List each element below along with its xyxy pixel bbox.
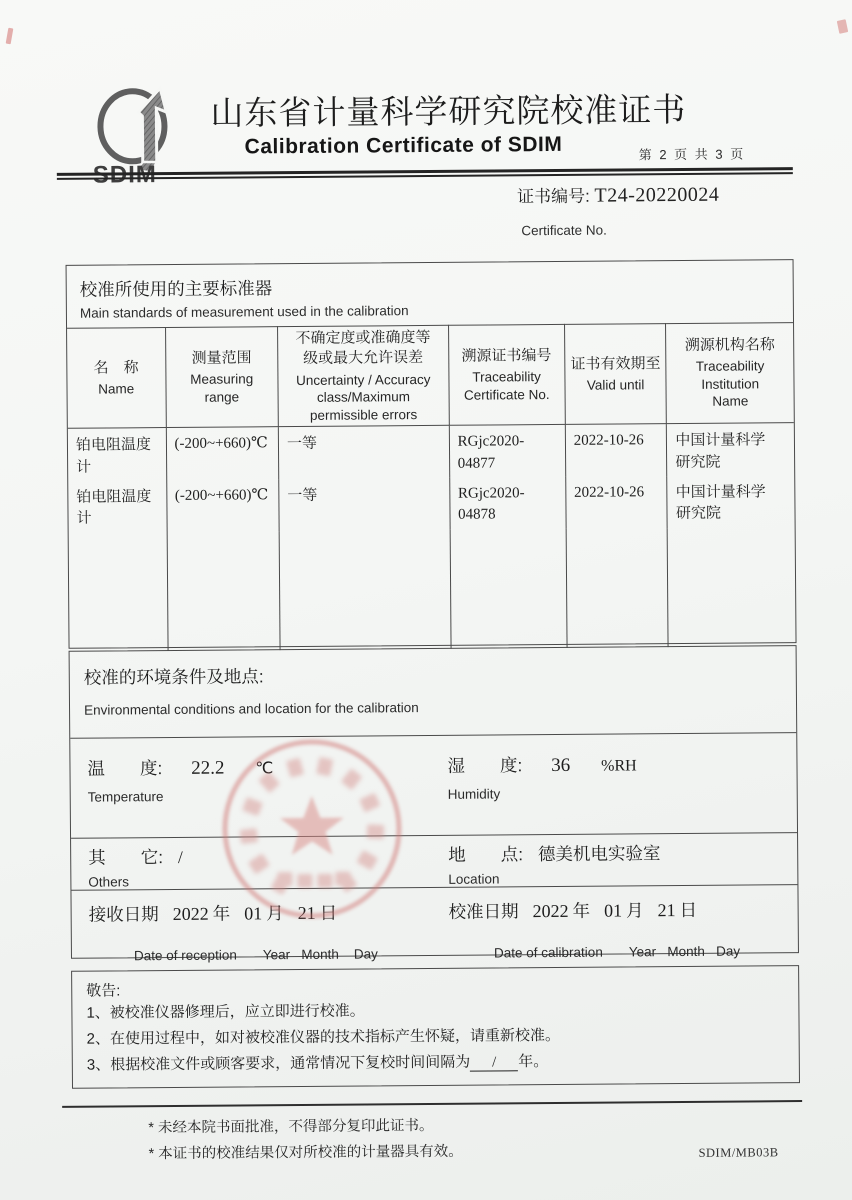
calibration-date-label-cn: 校准日期 bbox=[448, 901, 519, 922]
location-field bbox=[434, 839, 797, 887]
standards-title-en: Main standards of measurement used in the calibration bbox=[79, 303, 409, 321]
cell-class: 一等 bbox=[279, 477, 450, 530]
certificate-title-cn: 山东省计量科学研究院校准证书 bbox=[210, 90, 687, 132]
cell-name: 铂电阻温度 计 bbox=[68, 428, 166, 481]
location-value: 德美机电实验室 bbox=[537, 843, 661, 865]
form-number: SDIM/MB03B bbox=[698, 1145, 779, 1160]
temperature-label-en: Temperature bbox=[87, 789, 164, 805]
cell-range: (-200~+660)℃ bbox=[166, 479, 279, 532]
reception-day: 21 bbox=[297, 902, 316, 924]
others-value: / bbox=[177, 846, 183, 867]
environment-title-cn: 校准的环境条件及地点: bbox=[83, 666, 264, 688]
location-label-cn: 地 点: bbox=[448, 844, 524, 865]
cell-institution: 中国计量科学 研究院 bbox=[667, 423, 794, 476]
humidity-unit: %RH bbox=[601, 757, 637, 775]
footer-rule bbox=[62, 1100, 802, 1108]
temperature-field bbox=[70, 753, 434, 838]
humidity-value: 36 bbox=[551, 754, 571, 777]
humidity-field bbox=[433, 750, 797, 835]
col-header-valid-until: 证书有效期至 Valid until bbox=[564, 324, 666, 425]
calibration-day: 21 bbox=[657, 900, 676, 921]
table-empty-filler-row bbox=[69, 527, 796, 652]
cell-range: (-200~+660)℃ bbox=[166, 427, 279, 480]
standards-table bbox=[67, 322, 796, 652]
environment-heading bbox=[70, 646, 797, 739]
col-header-name: 名 称 Name bbox=[67, 328, 166, 429]
reception-date-label-en: Date of reception bbox=[133, 947, 237, 964]
col-header-institution: 溯源机构名称 Traceability Institution Name bbox=[666, 323, 794, 424]
standards-section bbox=[66, 259, 797, 649]
certificate-number-caption: Certificate No. bbox=[521, 222, 607, 239]
standards-header-row bbox=[67, 323, 794, 429]
temp-humidity-row bbox=[70, 733, 797, 839]
certificate-number-label: 证书编号: bbox=[516, 186, 590, 207]
footer-note-2: * 本证书的校准结果仅对所校准的计量器具有效。 bbox=[148, 1143, 463, 1163]
footer-note-1: * 未经本院书面批准，不得部分复印此证书。 bbox=[148, 1117, 434, 1137]
notice-item-3: 3、根据校准文件或顾客要求，通常情况下复校时间间隔为 / 年。 bbox=[86, 1052, 549, 1074]
cell-class: 一等 bbox=[278, 425, 449, 478]
col-header-range: 测量范围 Measuring range bbox=[165, 327, 278, 428]
others-field bbox=[71, 842, 434, 890]
notice-item-2: 2、在使用过程中，如对被校准仪器的技术指标产生怀疑，请重新校准。 bbox=[86, 1026, 561, 1048]
recalibration-interval-blank: / bbox=[470, 1054, 518, 1072]
notice-title: 敬告: bbox=[86, 982, 121, 1000]
location-label-en: Location bbox=[448, 871, 500, 887]
certificate-number-line bbox=[517, 181, 720, 209]
others-label-cn: 其 它: bbox=[88, 847, 164, 868]
reception-date-field: 接收日期 2022 年 01 月 21 日 Date of reception Year Month Day bbox=[88, 902, 378, 964]
reception-month: 01 bbox=[244, 903, 263, 924]
standards-title-cn: 校准所使用的主要标准器 bbox=[79, 278, 273, 300]
reception-year: 2022 bbox=[172, 903, 209, 924]
others-location-row bbox=[71, 833, 797, 891]
calibration-month: 01 bbox=[604, 900, 623, 921]
reception-date-units-en: Year Month Day bbox=[262, 946, 378, 963]
col-header-traceability-cert: 溯源证书编号 Traceability Certificate No. bbox=[448, 324, 565, 425]
temperature-value: 22.2 bbox=[191, 757, 225, 779]
certificate-title-en: Calibration Certificate of SDIM bbox=[244, 132, 563, 159]
cell-valid-until: 2022-10-26 bbox=[565, 424, 667, 477]
humidity-label-cn: 湿 度: bbox=[447, 755, 523, 776]
page-number-info: 第 2 页 共 3 页 bbox=[638, 146, 746, 163]
cell-institution: 中国计量科学 研究院 bbox=[667, 475, 794, 528]
table-row bbox=[68, 423, 794, 481]
col-header-uncertainty: 不确定度或准确度等 级或最大允许误差 Uncertainty / Accuracy class/Maximum permissible errors bbox=[278, 325, 449, 426]
temperature-unit: ℃ bbox=[255, 760, 274, 778]
notice-item-1: 1、被校准仪器修理后，应立即进行校准。 bbox=[86, 1002, 365, 1022]
humidity-label-en: Humidity bbox=[447, 786, 501, 802]
temperature-label-cn: 温 度: bbox=[87, 758, 163, 779]
reception-date-label-cn: 接收日期 bbox=[88, 904, 159, 925]
calibration-year: 2022 bbox=[532, 900, 569, 922]
calibration-date-units-en: Year Month Day bbox=[628, 943, 741, 960]
dates-row bbox=[71, 885, 797, 964]
table-row bbox=[68, 475, 794, 533]
certificate-number-value: T24-20220024 bbox=[594, 183, 720, 207]
environment-section bbox=[69, 645, 799, 964]
cell-name: 铂电阻温度 计 bbox=[68, 480, 166, 533]
cell-cert-no: RGjc2020-04878 bbox=[449, 477, 566, 530]
notice-section bbox=[71, 965, 800, 1089]
cell-valid-until: 2022-10-26 bbox=[566, 476, 668, 529]
calibration-date-field: 校准日期 2022 年 01 月 21 日 Date of calibration Year Month Day bbox=[448, 899, 741, 961]
calibration-date-label-en: Date of calibration bbox=[493, 944, 603, 961]
others-label-en: Others bbox=[88, 874, 129, 890]
cell-cert-no: RGjc2020-04877 bbox=[449, 425, 566, 478]
environment-title-en: Environmental conditions and location for the calibration bbox=[83, 700, 419, 718]
